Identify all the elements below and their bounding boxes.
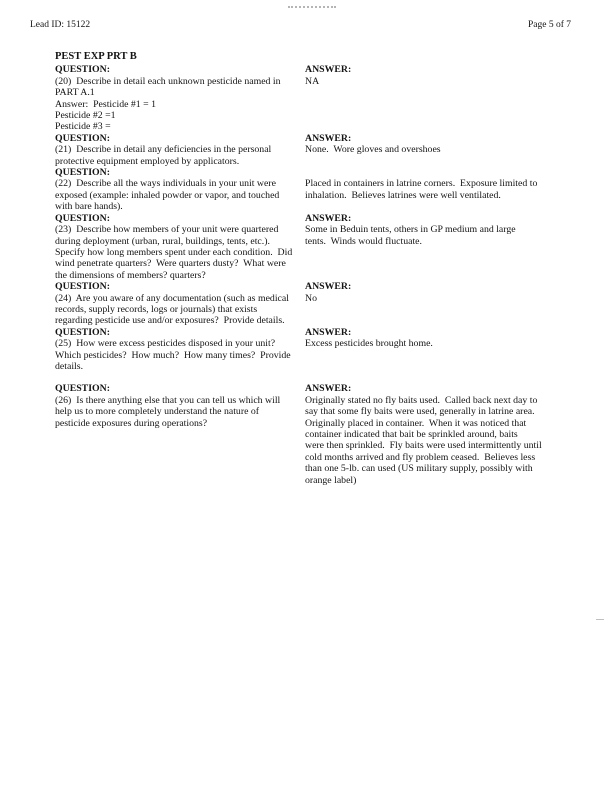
page-header: [0, 0, 611, 31]
question-label: QUESTION:: [55, 64, 110, 76]
question-label: QUESTION:: [55, 326, 110, 338]
question-line: details.: [55, 360, 84, 372]
answer-line: say that some fly baits were used, generally in latrine area.: [305, 406, 535, 418]
answer-line: than one 5-lb. can used (US military supply, possibly with: [305, 463, 533, 475]
answer-line: were then sprinkled. Fly baits were used intermittently until: [305, 440, 542, 452]
question-column: [55, 281, 305, 327]
question-column: [55, 327, 305, 373]
question-column: [55, 213, 305, 281]
answer-line: Placed in containers in latrine corners. Exposure limited to: [305, 178, 538, 190]
answer-column: [305, 213, 585, 281]
answer-text: [305, 76, 585, 87]
question-column: [55, 133, 305, 167]
question-line: help us to more completely understand the nature of: [55, 406, 260, 418]
qa-block: [55, 167, 585, 213]
question-column: [55, 383, 305, 486]
question-line: (20) Describe in detail each unknown pesticide named in: [55, 75, 281, 87]
answer-text: [305, 144, 585, 155]
answer-label: ANSWER:: [305, 326, 352, 338]
question-line: Pesticide #2 =1: [55, 110, 116, 122]
answer-label: ANSWER:: [305, 281, 352, 293]
answer-label: ANSWER:: [305, 212, 352, 224]
document-body: [0, 31, 611, 486]
question-line: wind penetrate quarters? Were quarters dusty? What were: [55, 258, 286, 270]
question-line: with bare hands).: [55, 201, 123, 213]
qa-block: [55, 133, 585, 167]
question-line: (23) Describe how members of your unit were quartered: [55, 224, 279, 236]
answer-line: tents. Winds would fluctuate.: [305, 235, 422, 247]
question-line: regarding pesticide use and/or exposures? Provide details.: [55, 315, 285, 327]
question-line: (22) Describe all the ways individuals in your unit were: [55, 178, 276, 190]
question-text: [55, 178, 299, 212]
question-line: Specify how long members spent under each condition. Did: [55, 246, 293, 258]
answer-text: [305, 178, 585, 201]
question-line: pesticide exposures during operations?: [55, 417, 208, 429]
question-text: [55, 293, 299, 327]
answer-line: Excess pesticides brought home.: [305, 338, 433, 350]
question-line: (25) How were excess pesticides disposed in your unit?: [55, 338, 276, 350]
answer-column: [305, 327, 585, 373]
answer-label: [305, 167, 585, 178]
question-label: QUESTION:: [55, 132, 110, 144]
scan-artifact: [288, 6, 336, 8]
question-line: Pesticide #3 =: [55, 121, 111, 133]
answer-line: Some in Beduin tents, others in GP medium and large: [305, 224, 516, 236]
question-text: [55, 76, 299, 133]
answer-label: ANSWER:: [305, 383, 352, 395]
answer-line: NA: [305, 75, 320, 87]
answer-column: [305, 167, 585, 213]
answer-line: cold months arrived and fly problem ceased. Believes less: [305, 451, 536, 463]
qa-block: [55, 213, 585, 281]
question-label: QUESTION:: [55, 167, 110, 179]
answer-label: ANSWER:: [305, 132, 352, 144]
answer-line: container indicated that bait be sprinkled around, baits: [305, 429, 518, 440]
page-number-label: Page 5 of 7: [527, 20, 571, 30]
question-line: Which pesticides? How much? How many times? Provide: [55, 349, 291, 361]
section-title: PEST EXP PRT B: [55, 51, 137, 62]
scan-artifact: [596, 619, 604, 620]
answer-column: [305, 383, 585, 486]
qa-block: [55, 281, 585, 327]
question-text: [55, 395, 299, 429]
question-line: protective equipment employed by applicators.: [55, 155, 240, 167]
question-line: Answer: Pesticide #1 = 1: [55, 98, 157, 110]
answer-label: ANSWER:: [305, 64, 352, 76]
answer-column: [305, 281, 585, 327]
question-line: (21) Describe in detail any deficiencies in the personal: [55, 144, 272, 156]
question-line: during deployment (urban, rural, buildings, tents, etc.).: [55, 235, 270, 247]
question-label: QUESTION:: [55, 281, 110, 293]
answer-line: Originally placed in container. When it was noticed that: [305, 417, 527, 429]
question-label: QUESTION:: [55, 383, 110, 395]
answer-column: [305, 64, 585, 132]
question-line: records, supply records, logs or journals) that exists: [55, 303, 258, 315]
answer-line: None. Wore gloves and overshoes: [305, 144, 441, 156]
answer-text: [305, 293, 585, 304]
answer-line: No: [305, 292, 317, 304]
answer-line: Originally stated no fly baits used. Called back next day to: [305, 394, 538, 406]
question-column: [55, 167, 305, 213]
question-line: PART A.1: [55, 87, 95, 99]
question-text: [55, 144, 299, 167]
question-label: QUESTION:: [55, 212, 110, 224]
answer-text: [305, 338, 585, 349]
qa-block: [55, 64, 585, 132]
answer-text: [305, 224, 585, 247]
answer-line: orange label): [305, 474, 357, 486]
qa-block: [55, 327, 585, 373]
question-line: the dimensions of members? quarters?: [55, 269, 206, 281]
question-line: (24) Are you aware of any documentation (such as medical: [55, 292, 289, 304]
question-column: [55, 64, 305, 132]
answer-text: [305, 395, 585, 486]
question-text: [55, 224, 299, 281]
question-line: (26) Is there anything else that you can tell us which will: [55, 394, 281, 406]
answer-line: inhalation. Believes latrines were well ventilated.: [305, 189, 501, 201]
question-line: exposed (example: inhaled powder or vapor, and touched: [55, 189, 280, 201]
lead-id-label: Lead ID: 15122: [30, 20, 91, 30]
answer-column: [305, 133, 585, 167]
qa-block: [55, 383, 585, 486]
question-text: [55, 338, 299, 372]
qa-list: [55, 64, 585, 486]
